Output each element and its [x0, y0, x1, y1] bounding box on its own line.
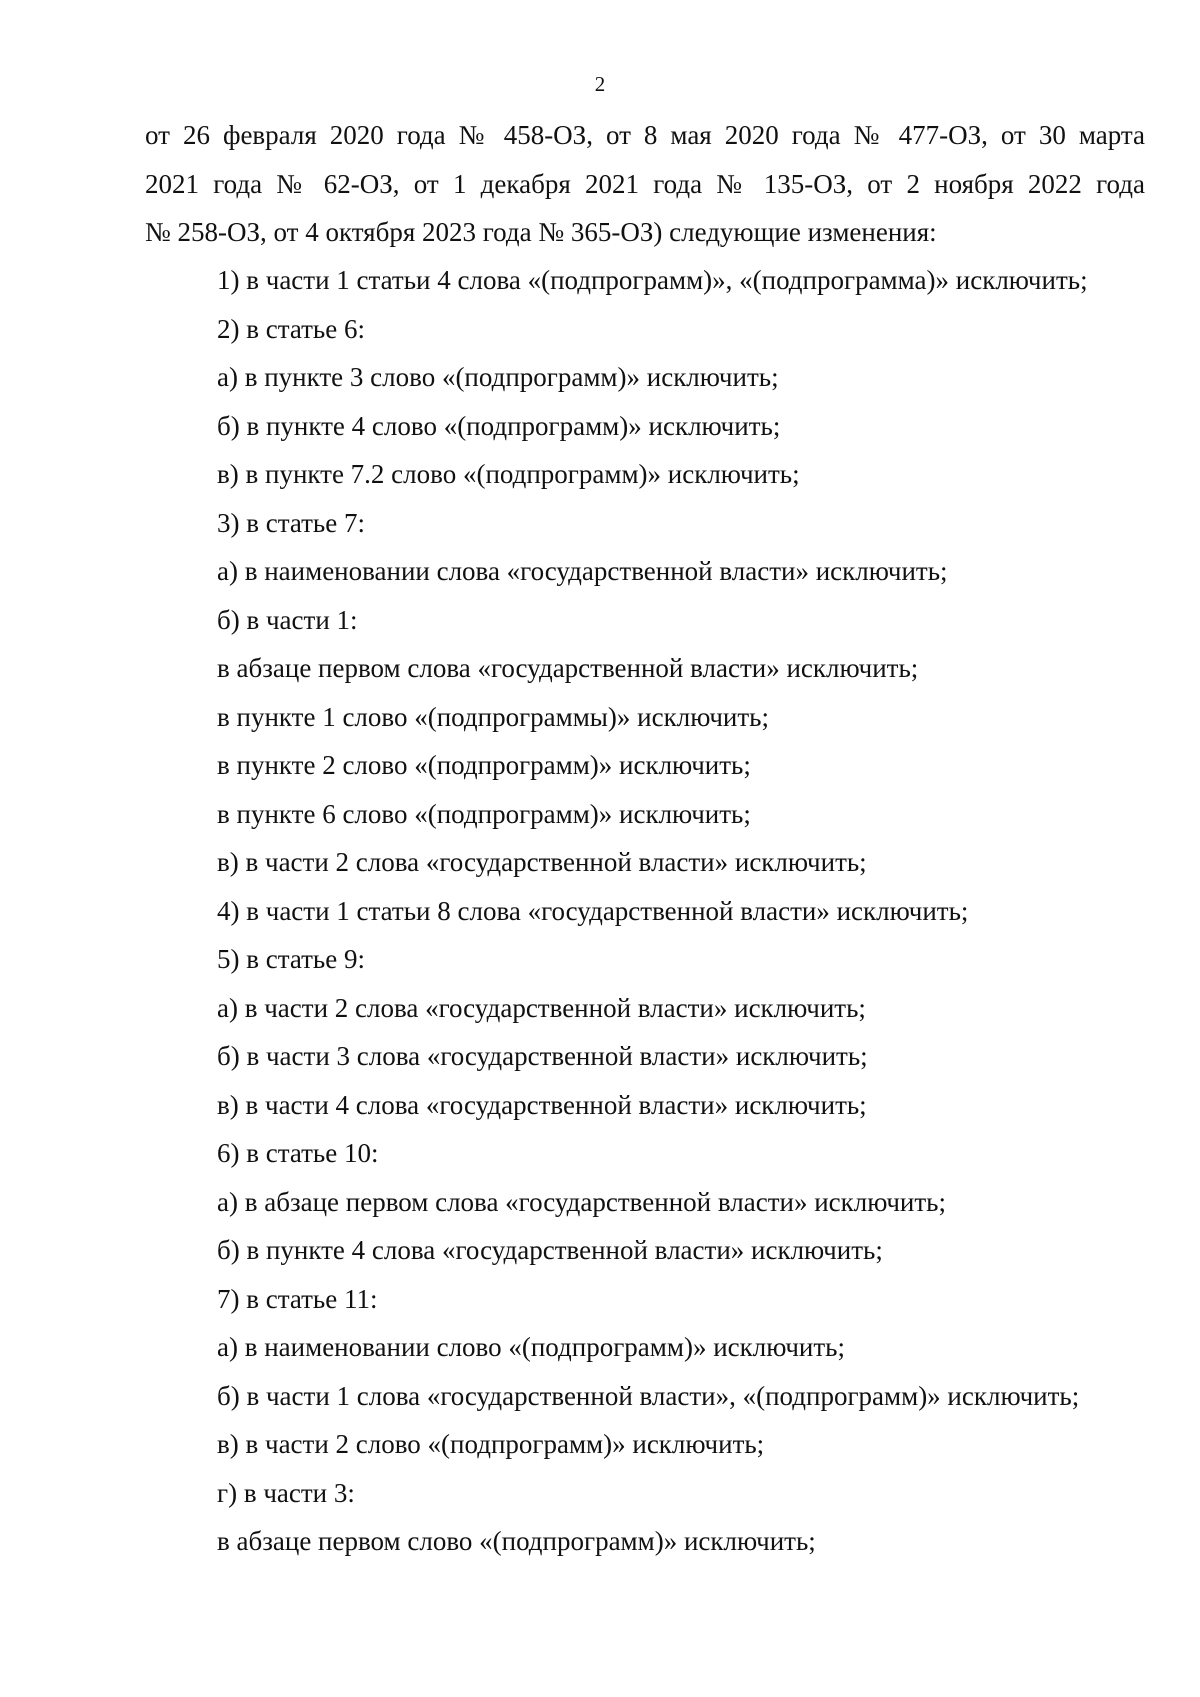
page-number: 2	[594, 72, 606, 96]
amendment-item: в) в части 2 слово «(подпрограмм)» исключить;	[217, 1429, 765, 1459]
amendment-item: а) в пункте 3 слово «(подпрограмм)» исключить;	[217, 362, 779, 392]
amendment-item: в пункте 1 слово «(подпрограммы)» исключить;	[217, 701, 769, 732]
amendment-item: 5) в статье 9:	[217, 944, 365, 974]
amendment-list	[217, 256, 1157, 1566]
amendment-item: б) в части 1 слова «государственной власти», «(подпрограмм)» исключить;	[217, 1380, 1080, 1411]
lead-line: 2021 года № 62-ОЗ, от 1 декабря 2021 года № 135-ОЗ, от 2 ноября 2022 года	[145, 168, 1145, 199]
amendment-item: в пункте 2 слово «(подпрограмм)» исключить;	[217, 750, 751, 780]
lead-line: № 258-ОЗ, от 4 октября 2023 года № 365-ОЗ) следующие изменения:	[145, 217, 937, 247]
amendment-item: в) в пункте 7.2 слово «(подпрограмм)» исключить;	[217, 459, 800, 489]
amendment-item: 6) в статье 10:	[217, 1138, 379, 1168]
amendment-item: а) в наименовании слова «государственной власти» исключить;	[217, 556, 948, 586]
amendment-item: б) в части 1:	[217, 604, 358, 635]
amendment-item: г) в части 3:	[217, 1477, 355, 1508]
amendment-item: 2) в статье 6:	[217, 313, 365, 344]
lead-line: от 26 февраля 2020 года № 458-ОЗ, от 8 мая 2020 года № 477-ОЗ, от 30 марта	[145, 120, 1145, 150]
amendment-item: б) в пункте 4 слова «государственной власти» исключить;	[217, 1235, 883, 1265]
amendment-item: б) в пункте 4 слово «(подпрограмм)» исключить;	[217, 410, 781, 441]
amendment-item: а) в наименовании слово «(подпрограмм)» исключить;	[217, 1332, 846, 1362]
amendment-item: б) в части 3 слова «государственной власти» исключить;	[217, 1041, 868, 1071]
amendment-item: в пункте 6 слово «(подпрограмм)» исключить;	[217, 798, 751, 829]
amendment-item: в абзаце первом слова «государственной власти» исключить;	[217, 653, 919, 683]
amendment-item: а) в абзаце первом слова «государственной власти» исключить;	[217, 1186, 946, 1217]
amendment-item: 1) в части 1 статьи 4 слова «(подпрограмм)», «(подпрограмма)» исключить;	[217, 265, 1088, 295]
amendment-item: 3) в статье 7:	[217, 507, 365, 538]
amendment-item: 7) в статье 11:	[217, 1283, 378, 1314]
amendment-item: в) в части 2 слова «государственной власти» исключить;	[217, 847, 867, 877]
amendment-item: в) в части 4 слова «государственной власти» исключить;	[217, 1089, 867, 1120]
lead-paragraph	[145, 111, 1145, 257]
amendment-item: а) в части 2 слова «государственной власти» исключить;	[217, 992, 866, 1023]
amendment-item: 4) в части 1 статьи 8 слова «государственной власти» исключить;	[217, 895, 969, 926]
amendment-item: в абзаце первом слово «(подпрограмм)» исключить;	[217, 1526, 816, 1556]
